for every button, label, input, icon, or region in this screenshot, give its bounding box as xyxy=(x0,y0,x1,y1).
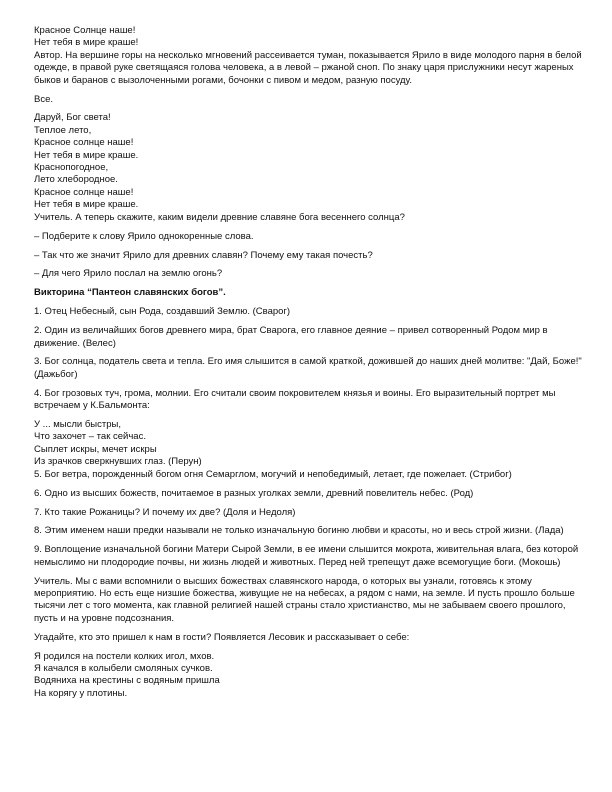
verse-line: Водяниха на крестины с водяным пришла xyxy=(34,675,220,687)
paragraph: 2. Один из величайших богов древнего мира, брат Сварога, его главное деяние – привел сотворенный Родом мир в движение. (Велес) xyxy=(34,325,548,349)
verse-line: Краснопогодное, xyxy=(34,162,109,174)
paragraph: 3. Бог солнца, податель света и тепла. Его имя слышится в самой краткой, дожившей до наших дней молитве: "Дай, Боже!" (Дажьбог) xyxy=(34,356,582,380)
verse-line: Я качался в колыбели смоляных сучков. xyxy=(34,663,213,675)
verse-line: Я родился на постели колких игол, мхов. xyxy=(34,650,215,662)
verse-line: Что захочет – так сейчас. xyxy=(34,431,146,443)
verse-block xyxy=(34,25,586,50)
paragraph: Учитель. А теперь скажите, каким видели древние славяне бога весеннего солнца? xyxy=(34,211,405,223)
paragraph: 9. Воплощение изначальной богини Матери Сырой Земли, в ее имени слышится мокрота, живительная влага, без которой немыслимо ни плодородие почвы, ни жизнь людей и животных. Перед ней трепещут даже всемогущие боги. (Мокошь) xyxy=(34,544,579,568)
verse-line: Нет тебя в мире краше. xyxy=(34,199,139,211)
verse-line: Сыплет искры, мечет искры xyxy=(34,443,157,455)
verse-line: Красное Солнце наше! xyxy=(34,25,136,36)
paragraph: – Так что же значит Ярило для древних славян? Почему ему такая почесть? xyxy=(34,249,373,261)
paragraph: Все. xyxy=(34,93,54,105)
verse-line: Из зрачков сверкнувших глаз. (Перун) xyxy=(34,456,202,468)
paragraph: Учитель. Мы с вами вспомнили о высших божествах славянского народа, о которых вы узнали, готовясь к этому мероприятию. Но есть еще низшие божества, живущие не на небесах, а рядом с нами, на земле. И пусть прошло больше тысячи лет с того момента, как главной религией нашей страны стало христианство, мы не забываем своего прошлого, пусть и на уровне подсознания. xyxy=(34,575,575,624)
paragraph: 8. Этим именем наши предки называли не только изначальную богиню любви и красоты, но и весь строй жизни. (Лада) xyxy=(34,525,564,537)
verse-line: У ... мысли быстры, xyxy=(34,419,121,431)
verse-line: Нет тебя в мире краше. xyxy=(34,149,139,161)
paragraph: 6. Одно из высших божеств, почитаемое в разных уголках земли, древний повелитель небес. (Род) xyxy=(34,487,474,499)
verse-line: Красное солнце наше! xyxy=(34,137,134,149)
paragraph: 1. Отец Небесный, сын Рода, создавший Землю. (Сварог) xyxy=(34,306,291,318)
verse-line: Теплое лето, xyxy=(34,124,92,136)
paragraph: – Подберите к слову Ярило однокоренные слова. xyxy=(34,230,254,242)
verse-line: Даруй, Бог света! xyxy=(34,112,111,124)
section-heading: Викторина “Пантеон славянских богов”. xyxy=(34,287,226,299)
verse-line: Красное солнце наше! xyxy=(34,186,134,198)
verse-line: На корягу у плотины. xyxy=(34,687,128,699)
verse-line: 5. Бог ветра, порожденный богом огня Семарглом, могучий и непобедимый, летает, где пожелает. (Стрибог) xyxy=(34,468,512,480)
paragraph: 7. Кто такие Рожаницы? И почему их две? (Доля и Недоля) xyxy=(34,506,296,518)
paragraph: – Для чего Ярило послал на землю огонь? xyxy=(34,268,223,280)
verse-line: Нет тебя в мире краше! xyxy=(34,37,139,49)
paragraph: Автор. На вершине горы на несколько мгновений рассеивается туман, показывается Ярило в виде молодого парня в белой одежде, в правой руке светящаяся голова человека, а в левой – ржаной сноп. По знаку царя прислужники несут жареных быков и баранов с вызолоченными рогами, бочонки с пивом и медом, разную посуду. xyxy=(34,49,582,86)
verse-block xyxy=(34,651,586,701)
paragraph: Угадайте, кто это пришел к нам в гости? Появляется Лесовик и рассказывает о себе: xyxy=(34,631,410,643)
paragraph: 4. Бог грозовых туч, грома, молнии. Его считали своим покровителем князья и воины. Его выразительный портрет мы встречаем у К.Бальмонта: xyxy=(34,387,556,412)
verse-block xyxy=(34,419,586,481)
verse-block xyxy=(34,112,586,211)
document-page xyxy=(34,25,586,700)
verse-line: Лето хлебородное. xyxy=(34,174,118,186)
